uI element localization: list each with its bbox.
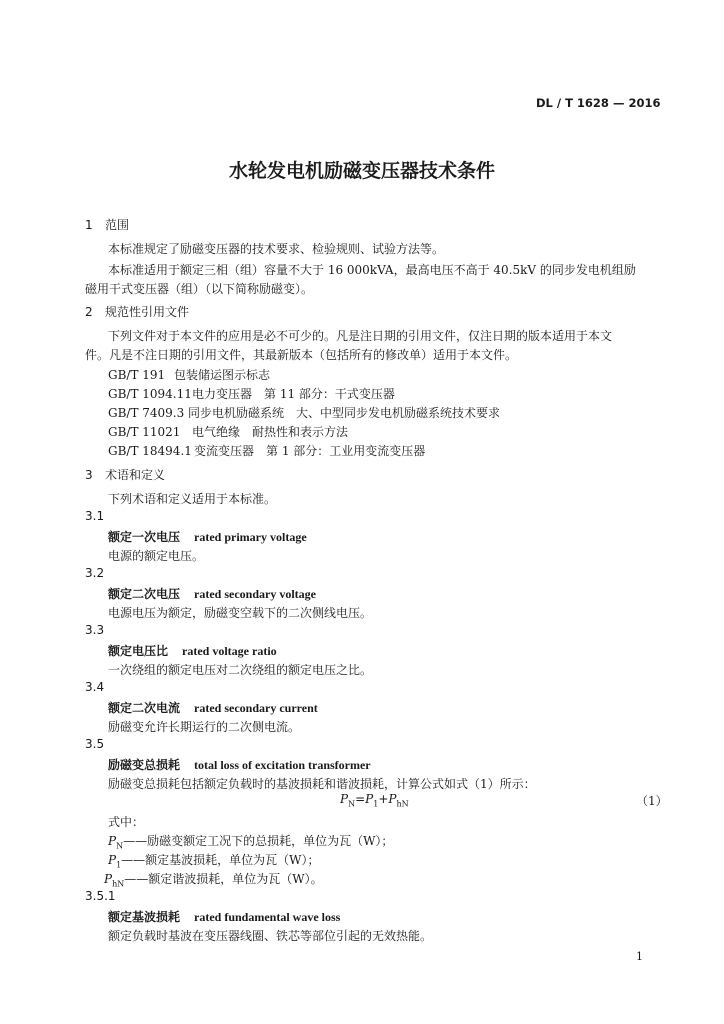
where-label: 式中： xyxy=(108,815,145,829)
term-number: 3.5.1 xyxy=(85,889,116,903)
term-chinese: 额定电压比 xyxy=(108,644,169,658)
term-chinese: 励磁变总损耗 xyxy=(108,758,181,772)
formula-plus: + xyxy=(378,792,389,806)
term-definition: 额定负载时基波在变压器线圈、铁芯等部位引起的无效热能。 xyxy=(108,929,433,943)
term-number: 3.5 xyxy=(85,737,105,751)
reference-item xyxy=(108,366,270,383)
paragraph: 下列术语和定义适用于本标准。 xyxy=(108,492,277,506)
paragraph: 下列文件对于本文件的应用是必不可少的。凡是注日期的引用文件，仅注日期的版本适用于本文 xyxy=(108,329,613,343)
term-english: total loss of excitation transformer xyxy=(194,758,371,772)
term-heading xyxy=(108,699,318,716)
section-title: 规范性引用文件 xyxy=(105,305,190,319)
paragraph: 本标准规定了励磁变压器的技术要求、检验规则、试验方法等。 xyxy=(108,242,445,256)
term-chinese: 额定一次电压 xyxy=(108,530,181,544)
section-number: 1 xyxy=(85,218,93,232)
variable-definition xyxy=(108,851,320,869)
term-english: rated secondary current xyxy=(194,701,318,715)
formula-term-1: $P_1$ xyxy=(365,792,379,809)
variable-description: ——额定基波损耗，单位为瓦（W）； xyxy=(121,853,320,867)
variable-symbol: $P_1$ xyxy=(108,853,122,870)
term-chinese: 额定基波损耗 xyxy=(108,910,181,924)
section-title: 范围 xyxy=(105,218,130,232)
section-3-heading xyxy=(85,466,165,483)
term-chinese: 额定二次电流 xyxy=(108,701,181,715)
variable-symbol: $P_{hN}$ xyxy=(104,872,125,889)
term-definition: 一次绕组的额定电压对二次绕组的额定电压之比。 xyxy=(108,663,373,677)
term-definition: 励磁变总损耗包括额定负载时的基波损耗和谐波损耗，计算公式如式（1）所示： xyxy=(108,777,536,791)
reference-item xyxy=(108,442,425,459)
reference-title: 电气绝缘 耐热性和表示方法 xyxy=(192,425,349,439)
section-2-heading xyxy=(85,303,189,320)
reference-item xyxy=(108,404,500,421)
reference-title: 电力变压器 第 11 部分：干式变压器 xyxy=(192,387,395,401)
reference-code: GB/T 7409.3 xyxy=(108,406,185,420)
section-1-heading xyxy=(85,216,129,233)
paragraph: 磁用干式变压器（组）（以下简称励磁变）。 xyxy=(85,282,314,296)
term-heading xyxy=(108,585,316,602)
term-number: 3.4 xyxy=(85,680,105,694)
section-title: 术语和定义 xyxy=(105,468,166,482)
formula-lhs: $P_N$ xyxy=(340,792,356,809)
reference-title: 同步电机励磁系统 大、中型同步发电机励磁系统技术要求 xyxy=(188,406,501,420)
reference-code: GB/T 191 xyxy=(108,368,166,382)
term-chinese: 额定二次电压 xyxy=(108,587,181,601)
term-number: 3.2 xyxy=(85,566,105,580)
standard-number: DL / T 1628 — 2016 xyxy=(536,96,661,110)
formula-number: （1） xyxy=(636,794,668,808)
variable-description: ——额定谐波损耗，单位为瓦（W）。 xyxy=(124,872,323,886)
reference-code: GB/T 1094.11 xyxy=(108,387,192,401)
variable-symbol: $P_N$ xyxy=(108,834,124,851)
reference-title: 变流变压器 第 1 部分：工业用变流变压器 xyxy=(194,444,426,458)
variable-description: ——励磁变额定工况下的总损耗，单位为瓦（W）； xyxy=(123,834,394,848)
reference-code: GB/T 11021 xyxy=(108,425,181,439)
term-definition: 电源的额定电压。 xyxy=(108,549,205,563)
term-english: rated fundamental wave loss xyxy=(194,910,341,924)
term-english: rated secondary voltage xyxy=(194,587,316,601)
formula xyxy=(340,792,409,808)
reference-item xyxy=(108,423,348,440)
section-number: 2 xyxy=(85,305,93,319)
paragraph: 本标准适用于额定三相（组）容量不大于 16 000kVA，最高电压不高于 40.5kV 的同步发电机组励 xyxy=(108,263,636,277)
term-definition: 励磁变允许长期运行的二次侧电流。 xyxy=(108,720,301,734)
variable-definition xyxy=(104,870,323,888)
term-english: rated primary voltage xyxy=(194,530,307,544)
term-definition: 电源电压为额定，励磁变空载下的二次侧线电压。 xyxy=(108,606,373,620)
variable-definition xyxy=(108,832,393,850)
paragraph: 件。凡是不注日期的引用文件，其最新版本（包括所有的修改单）适用于本文件。 xyxy=(85,348,518,362)
term-heading xyxy=(108,642,277,659)
formula-term-2: $P_{hN}$ xyxy=(388,792,409,809)
term-heading xyxy=(108,528,307,545)
reference-item xyxy=(108,385,395,402)
document-title: 水轮发电机励磁变压器技术条件 xyxy=(228,160,495,182)
reference-code: GB/T 18494.1 xyxy=(108,444,192,458)
page-number: 1 xyxy=(636,950,643,963)
term-number: 3.1 xyxy=(85,509,105,523)
term-english: rated voltage ratio xyxy=(182,644,277,658)
term-heading xyxy=(108,756,371,773)
term-number: 3.3 xyxy=(85,623,105,637)
reference-title: 包装储运图示标志 xyxy=(174,368,271,382)
section-number: 3 xyxy=(85,468,93,482)
formula-equals: = xyxy=(355,792,366,806)
term-heading xyxy=(108,908,340,925)
